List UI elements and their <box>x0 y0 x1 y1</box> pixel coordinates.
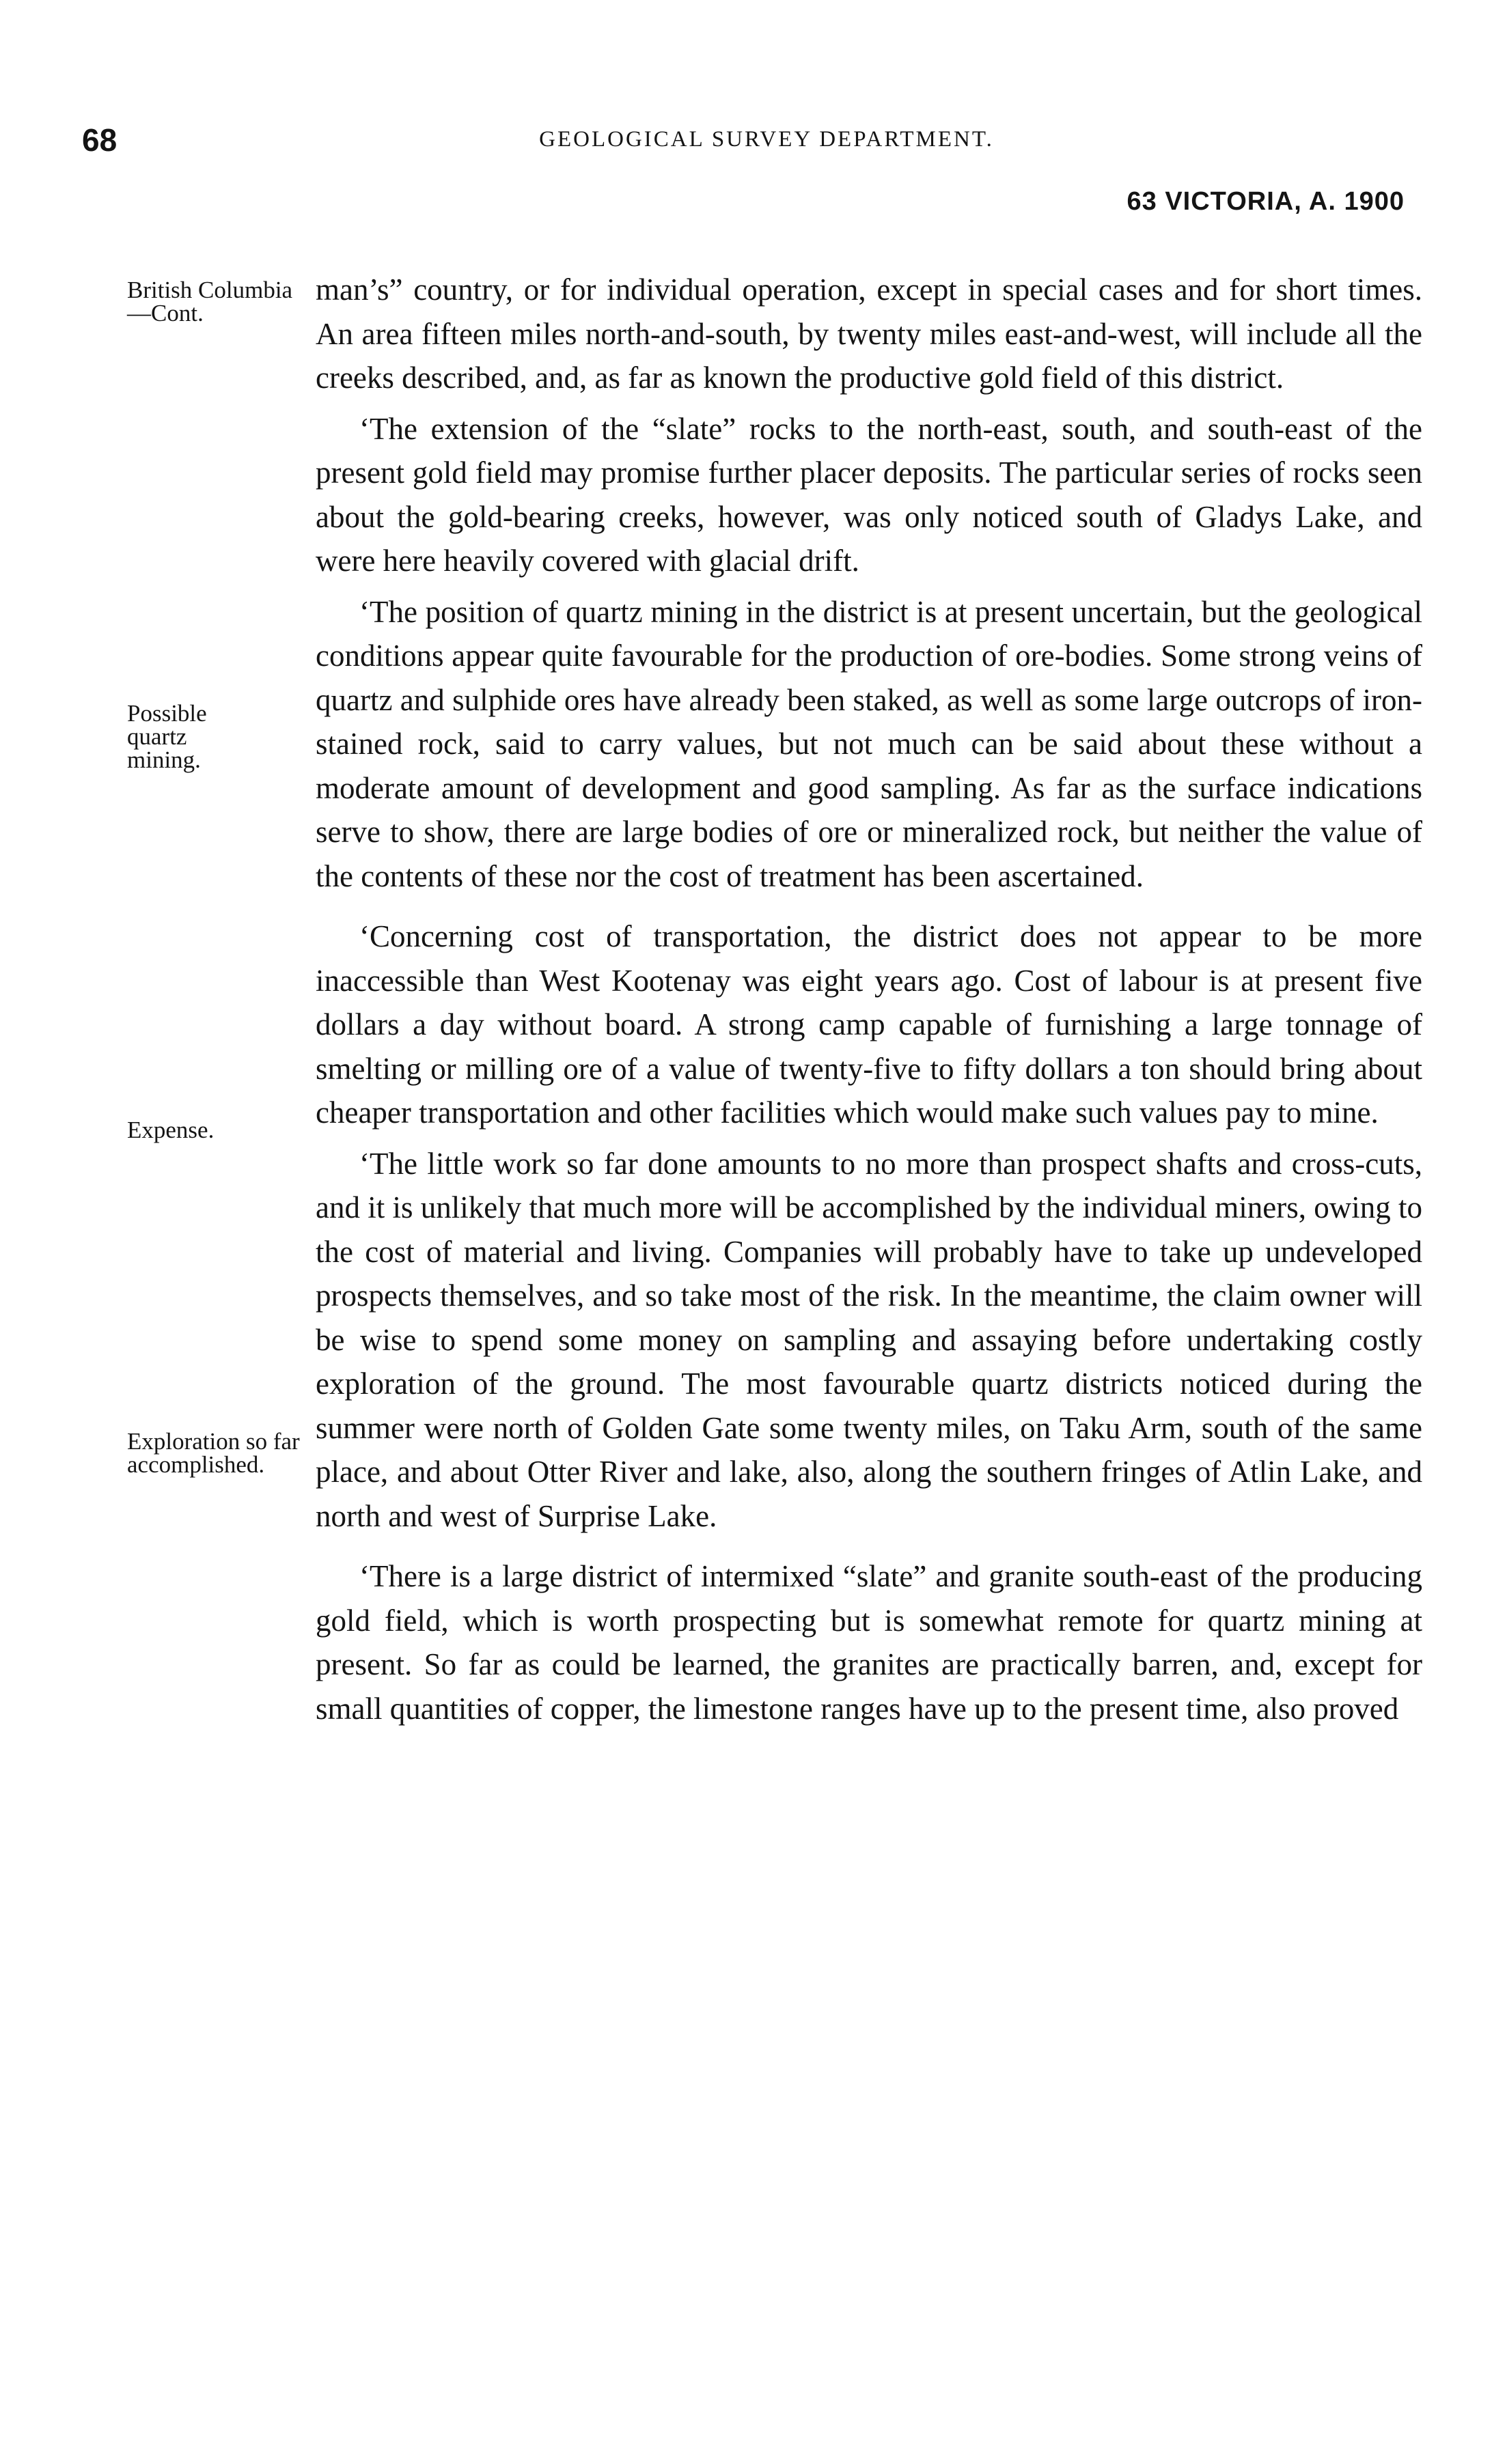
paragraph-granite-district: ‘There is a large district of intermixed “slate” and granite south-east of the producing gold field, which is worth prospecting but is somewhat remote for quartz mining at present. So far as could be learned, the granites are practically barren, and, except for small quantities of copper, the limestone ranges have up to the present time, also proved <box>316 1559 1422 1726</box>
margin-note-exploration: Exploration so far accomplished. <box>127 1428 300 1478</box>
paragraph-quartz-mining: ‘The position of quartz mining in the district is at present uncertain, but the geological conditions appear quite favourable for the production of ore-bodies. Some strong veins of quartz and sulphide ores have already been staked, as well as some large outcrops of iron-stained rock, said to carry values, but not much can be said about these without a moderate amount of development and good sampling. As far as the surface indications serve to show, there are large bodies of ore or mineralized rock, but neither the value of the contents of these nor the cost of treatment has been ascertained. <box>316 594 1422 893</box>
body-text <box>316 268 1422 1737</box>
paragraph-transportation-cost: ‘Concerning cost of transportation, the district does not appear to be more inaccessible than West Kootenay was eight years ago. Cost of labour is at present five dollars a day without board. A strong camp capable of furnishing a large tonnage of smelting or milling ore of a value of twenty-five to fifty dollars a ton should bring about cheaper transportation and other facilities which would make such values pay to mine. <box>316 919 1422 1130</box>
paragraph-slate-extension: ‘The extension of the “slate” rocks to the north-east, south, and south-east of the present gold field may promise further placer deposits. The particular series of rocks seen about the gold-bearing creeks, however, was only noticed south of Gladys Lake, and were here heavily covered with glacial drift. <box>316 411 1422 578</box>
paragraph-exploration: ‘The little work so far done amounts to no more than prospect shafts and cross-cuts, and it is unlikely that much more will be accomplished by the individual miners, owing to the cost of material and living. Companies will probably have to take up undeveloped prospects themselves, and so take most of the risk. In the meantime, the claim owner will be wise to spend some money on sampling and assaying before undertaking costly exploration of the ground. The most favourable quartz districts noticed during the summer were north of Golden Gate some twenty miles, on Taku Arm, south of the same place, and about Otter River and lake, also, along the southern fringes of Atlin Lake, and north and west of Surprise Lake. <box>316 1146 1422 1533</box>
paragraph-continuation: man’s” country, or for individual operation, except in special cases and for short times. An area fifteen miles north-and-south, by twenty miles east-and-west, will include all the creeks described, and, as far as known the productive gold field of this district. <box>316 272 1422 395</box>
running-head: GEOLOGICAL SURVEY DEPARTMENT. <box>539 127 994 152</box>
margin-note-british-columbia: British Columbia—Cont. <box>127 277 293 326</box>
session-mark: 63 VICTORIA, A. 1900 <box>1127 187 1405 216</box>
page-number: 68 <box>82 122 118 158</box>
margin-note-possible-quartz-mining: Possible quartz mining. <box>127 700 207 773</box>
margin-note-expense: Expense. <box>127 1117 215 1143</box>
